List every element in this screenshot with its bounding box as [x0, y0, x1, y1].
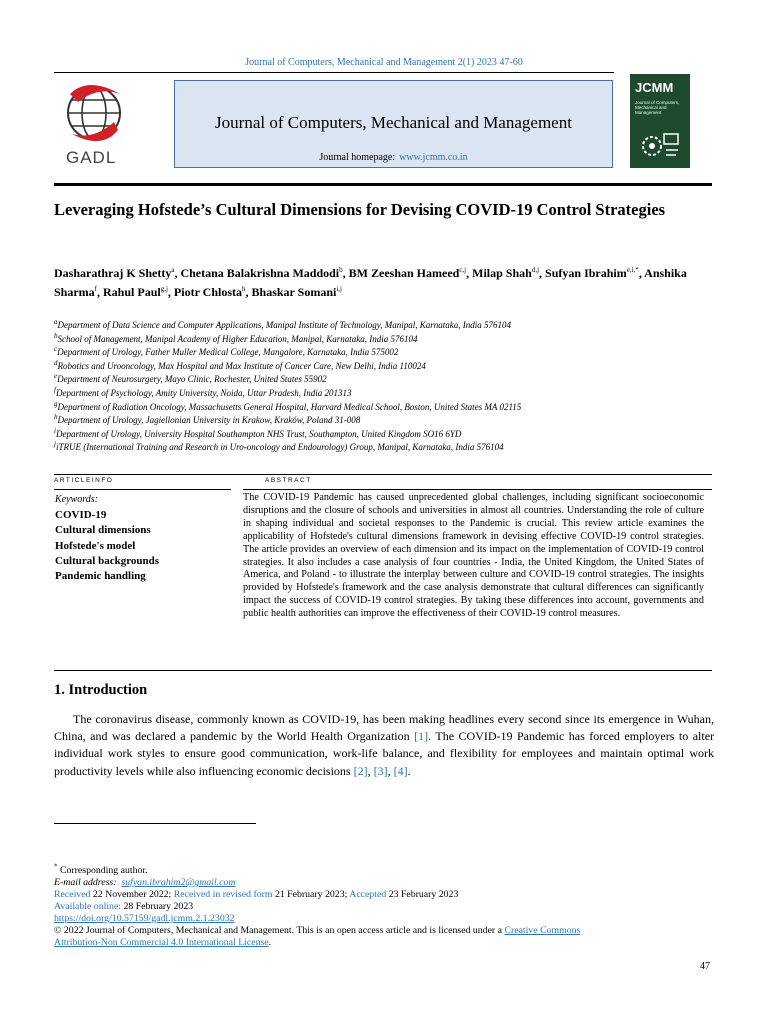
citation-link[interactable]: [2] — [353, 763, 368, 778]
corresponding-mark: * — [54, 862, 58, 871]
globe-logo-icon — [58, 80, 136, 150]
affiliation-text: Department of Radiation Oncology, Massachusetts General Hospital, Harvard Medical School, Boston, United States MA 02115 — [57, 401, 522, 412]
author — [349, 266, 466, 280]
author-name: BM Zeeshan Hameed — [348, 266, 460, 280]
keywords-label: Keywords: — [55, 494, 98, 505]
homepage-label: Journal homepage: — [319, 152, 396, 163]
abstract-text: The COVID-19 Pandemic has caused unprecedented global challenges, including significant socioeconomic disruptions and the closure of schools and universities in almost all countries. Understanding the role of culture in shaping individual and societal responses to the Pandemic is crucial. This review article examines the applicability of Hofstede's cultural dimensions framework in devising effective COVID-19 control strategies. The article provides an overview of each dimension and its impact on the implementation of COVID-19 control strategies. It also includes a case analysis of four countries - India, the United Kingdom, the United States of America, and Poland - to illustrate the interplay between culture and COVID-19 control strategies. The insights provided by Hofstede's framework and the case analysis demonstrate that cultural differences can significantly impact the success of COVID-19 control strategies. By taking these differences into account, governments and public health authorities can improve the effectiveness of their COVID-19 control measures. — [243, 492, 704, 620]
cover-abbreviation: JCMM — [635, 80, 674, 95]
keyword-list — [55, 508, 159, 584]
license-link[interactable]: Attribution-Non Commercial 4.0 International License — [54, 937, 269, 948]
affiliation-key: b — [54, 331, 58, 340]
intro-text: The coronavirus disease, commonly known as COVID-19, has been making headlines every second since its emergence in Wuhan, China, and was declared a pandemic by the World Health Organization — [54, 712, 714, 744]
introduction-paragraph — [54, 711, 714, 780]
dates-row — [54, 889, 724, 901]
journal-title: Journal of Computers, Mechanical and Management — [215, 113, 572, 132]
affiliation-text: Department of Neurosurgery, Mayo Clinic, Rochester, United States 55902 — [57, 374, 327, 385]
affiliation-key: j — [54, 440, 56, 449]
keyword: Pandemic handling — [55, 570, 146, 583]
author-affiliation-mark: f — [94, 285, 98, 293]
author-affiliation-mark: d,j — [531, 266, 540, 274]
journal-reference: Journal of Computers, Mechanical and Management 2(1) 2023 47-60 — [245, 57, 523, 68]
affiliation-text: Robotics and Urooncology, Max Hospital and Max Institute of Cancer Care, New Delhi, India 110024 — [57, 360, 426, 371]
online-row — [54, 901, 724, 913]
author — [545, 266, 639, 280]
citation-separator: , — [387, 763, 394, 778]
affiliation — [54, 360, 714, 374]
author-affiliation-mark: g,j — [160, 285, 168, 293]
author-name: Piotr Chlosta — [173, 285, 243, 299]
keyword: COVID-19 — [55, 509, 107, 521]
gadl-logo-text: GADL — [66, 148, 117, 167]
author-affiliation-mark: b — [339, 266, 343, 274]
affiliation-text: Department of Urology, Jagiellonian University in Krakow, Kraków, Poland 31-008 — [57, 415, 361, 426]
affiliation — [54, 333, 714, 347]
affiliation-key: f — [54, 385, 56, 394]
accepted-date: 23 February 2023 — [388, 889, 459, 900]
article-title: Leveraging Hofstede’s Cultural Dimensions for Devising COVID-19 Control Strategies — [54, 200, 666, 219]
abstract-subrule — [243, 489, 712, 490]
affiliation-text: Department of Urology, University Hospital Southampton NHS Trust, Southampton, United Kingdom SO16 6YD — [55, 428, 462, 439]
author-affiliation-mark: e,i,* — [626, 266, 639, 274]
affiliation-text: School of Management, Manipal Academy of Higher Education, Manipal, Karnataka, India 576104 — [57, 333, 418, 344]
doi-row — [54, 913, 724, 925]
corresponding-author-text: Corresponding author. — [59, 865, 148, 876]
corresponding-author-note — [54, 862, 724, 877]
intro-text: . The COVID-19 Pandemic has forced employers to alter individual work styles to ensure good communication, work-life balance, and flexibility for employees and maintain optimal work productivity levels while also influencing economic decisions — [54, 729, 715, 778]
homepage-link[interactable]: www.jcmm.co.in — [399, 152, 468, 163]
affiliation-key: g — [54, 399, 58, 408]
gear-icon — [636, 124, 684, 164]
author-name: Rahul Paul — [103, 285, 161, 299]
revised-label: Received in revised form — [173, 889, 273, 900]
affiliation-key: h — [54, 413, 58, 422]
author-affiliation-mark: i,j — [336, 285, 342, 293]
abstract-bottom-rule — [54, 670, 712, 671]
citation-link[interactable]: [4] — [393, 763, 408, 778]
author — [103, 285, 168, 299]
author-affiliation-mark: a — [171, 266, 175, 274]
affiliation — [54, 401, 714, 415]
affiliation-text: Department of Psychology, Amity University, Noida, Uttar Pradesh, India 201313 — [55, 387, 352, 398]
received-date: 22 November 2022; — [92, 889, 172, 900]
author — [54, 266, 174, 280]
article-info-subrule — [54, 489, 231, 490]
citation-separator: , — [367, 763, 374, 778]
citation-link[interactable]: [1] — [414, 729, 429, 744]
accepted-label: Accepted — [349, 889, 387, 900]
author-name: Bhaskar Somani — [251, 285, 337, 299]
author-list: Dasharathraj K Shetty$^a$, Chetana Balakrishna Maddodi$^b$, BM Zeeshan Hameed$^{c,j}$, Milap Shah$^{d,j}$, Sufyan Ibrahim$^{e,i,*}$, Anshika Sharma$^f$, Rahul Paul$^{g,j}$, Piotr Chlosta$^h$, Bhaskar Somani$^{i,j}$ — [54, 266, 687, 299]
article-info-rule — [54, 474, 712, 475]
received-label: Received — [54, 889, 91, 900]
license-text: © 2022 Journal of Computers, Mechanical and Management. This is an open access article and is licensed under a — [54, 925, 505, 936]
online-label: Available online: — [54, 901, 122, 912]
affiliation-key: d — [54, 358, 58, 367]
header-rule — [54, 183, 712, 186]
journal-cover-image — [630, 74, 690, 168]
author — [174, 285, 246, 299]
page-number: 47 — [700, 961, 710, 972]
keyword: Hofstede's model — [55, 539, 136, 552]
email-link[interactable]: sufyan.ibrahim2@gmail.com — [121, 877, 236, 888]
affiliation — [54, 441, 714, 455]
affiliation-list — [54, 319, 714, 455]
author-name: Chetana Balakrishna Maddodi — [180, 266, 340, 280]
revised-date: 21 February 2023; — [274, 889, 348, 900]
online-date: 28 February 2023 — [123, 901, 194, 912]
footnotes — [54, 862, 724, 949]
affiliation — [54, 346, 714, 360]
email-label: E-mail address: — [54, 877, 117, 888]
license-end: . — [268, 937, 272, 948]
affiliation-key: i — [54, 426, 56, 435]
affiliation-text: Department of Data Science and Computer Applications, Manipal Institute of Technology, Manipal, Karnataka, India 576104 — [57, 320, 511, 330]
author-name: Dasharathraj K Shetty — [54, 266, 172, 280]
author-name: Milap Shah — [472, 266, 532, 280]
license-link[interactable]: Creative Commons — [504, 925, 581, 936]
section-heading-introduction: 1. Introduction — [54, 682, 148, 698]
affiliation-key: a — [54, 318, 58, 326]
author — [472, 266, 539, 280]
intro-text: . — [407, 763, 411, 778]
journal-header-box — [174, 80, 613, 168]
affiliation — [54, 428, 714, 442]
affiliation — [54, 387, 714, 401]
abstract-label: ABSTRACT — [265, 477, 312, 484]
email-row — [54, 877, 724, 889]
author — [252, 285, 342, 299]
doi-link[interactable]: https://doi.org/10.57159/gadl.jcmm.2.1.23032 — [54, 913, 235, 924]
citation-link[interactable]: [3] — [373, 763, 388, 778]
top-rule — [54, 72, 614, 73]
author — [180, 266, 342, 280]
author-name: Sufyan Ibrahim — [545, 266, 627, 280]
keyword: Cultural backgrounds — [55, 554, 160, 567]
article-info-label: ARTICLEINFO — [54, 477, 114, 484]
affiliation-text: Department of Urology, Father Muller Medical College, Mangalore, Karnataka, India 575002 — [57, 347, 399, 358]
footnote-rule — [54, 823, 256, 824]
affiliation — [54, 373, 714, 387]
cover-subtitle: Journal of Computers, Mechanical and Management — [635, 100, 680, 115]
affiliation — [54, 414, 714, 428]
journal-homepage — [175, 152, 612, 163]
affiliation — [54, 319, 714, 333]
affiliation-key: e — [54, 372, 58, 381]
affiliation-text: iTRUE (International Training and Research in Uro-oncology and Endourology) Group, Manipal, Karnataka, India 576104 — [55, 442, 504, 453]
author-affiliation-mark: c,j — [459, 266, 467, 274]
author-name: Anshika Sharma — [54, 266, 687, 299]
keyword: Cultural dimensions — [55, 524, 151, 537]
license-row — [54, 925, 724, 937]
affiliation-key: c — [54, 345, 58, 354]
author-affiliation-mark: h — [242, 285, 246, 293]
license-row-2 — [54, 937, 724, 949]
